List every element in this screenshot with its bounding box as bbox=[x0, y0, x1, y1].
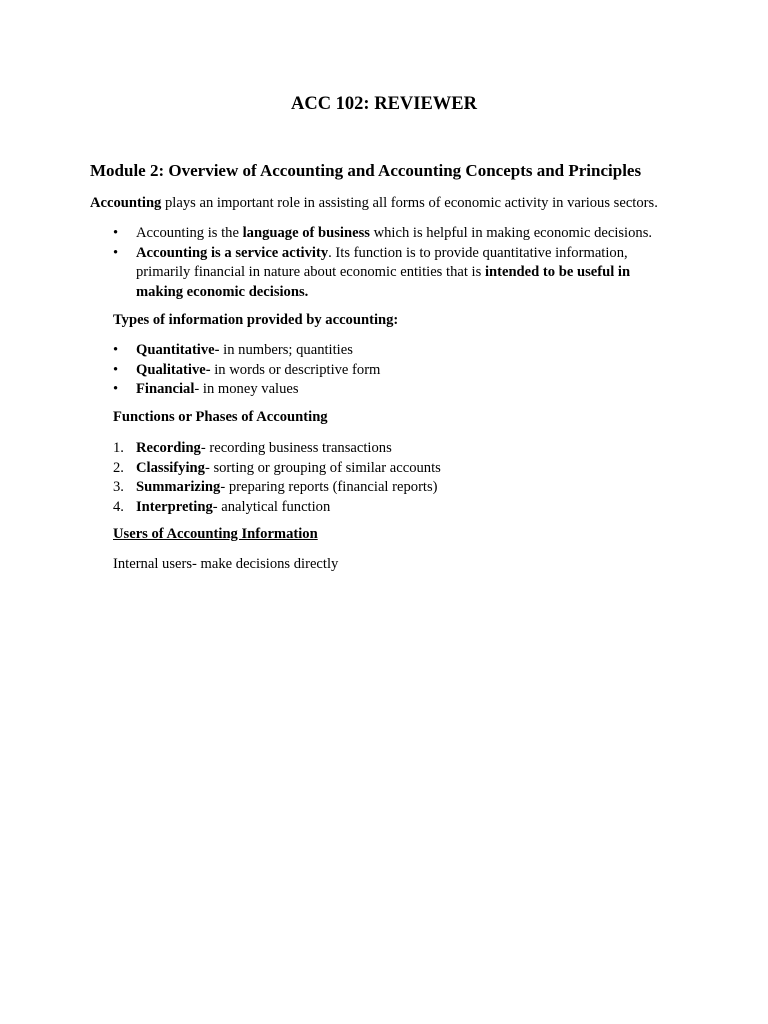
type-term: Qualitative- bbox=[136, 361, 211, 378]
bullet-bold-text: Accounting is a service activity bbox=[136, 244, 329, 261]
intro-bold-term: Accounting bbox=[90, 195, 162, 211]
type-term: Quantitative- bbox=[136, 342, 220, 358]
type-term: Financial bbox=[136, 381, 195, 397]
function-desc: - preparing reports (financial reports) bbox=[220, 479, 438, 495]
list-item bbox=[113, 380, 380, 400]
list-item bbox=[113, 478, 441, 498]
bullet-icon: • bbox=[113, 244, 119, 261]
function-term: Classifying bbox=[136, 459, 205, 476]
list-item bbox=[113, 361, 380, 381]
types-heading: Types of information provided by accounting: bbox=[113, 312, 399, 328]
bullet-icon: • bbox=[113, 361, 119, 378]
function-term: Recording bbox=[136, 440, 201, 456]
function-desc: - analytical function bbox=[212, 498, 331, 515]
type-desc: - in money values bbox=[194, 381, 299, 397]
functions-list bbox=[113, 439, 441, 517]
intro-paragraph bbox=[90, 195, 658, 212]
bullet-icon: • bbox=[113, 342, 119, 358]
functions-heading: Functions or Phases of Accounting bbox=[113, 409, 328, 425]
bullet-text: Accounting is the bbox=[136, 225, 243, 241]
list-item bbox=[113, 459, 441, 479]
bullet-text: . Its function is to provide quantitative information, primarily financial in nature about economic entities that is bbox=[136, 244, 628, 280]
list-number: 4. bbox=[113, 498, 124, 515]
list-item bbox=[113, 439, 441, 459]
intro-bullet-list bbox=[113, 224, 656, 302]
document-title: ACC 102: REVIEWER bbox=[290, 94, 478, 114]
module-heading: Module 2: Overview of Accounting and Accounting Concepts and Principles bbox=[90, 161, 642, 180]
bullet-bold-text: intended to be useful in making economic decisions. bbox=[136, 264, 631, 300]
types-list bbox=[113, 341, 380, 400]
bullet-bold-text: language of business bbox=[242, 225, 370, 241]
type-desc: in words or descriptive form bbox=[210, 361, 381, 378]
users-heading: Users of Accounting Information bbox=[113, 526, 318, 542]
type-desc: in numbers; quantities bbox=[219, 342, 353, 358]
bullet-icon: • bbox=[113, 381, 119, 397]
list-number: 3. bbox=[113, 479, 124, 495]
list-number: 1. bbox=[113, 440, 124, 456]
function-term: Summarizing bbox=[136, 479, 221, 495]
list-number: 2. bbox=[113, 459, 124, 476]
intro-text: plays an important role in assisting all forms of economic activity in various sectors. bbox=[161, 195, 658, 211]
bullet-text: which is helpful in making economic decisions. bbox=[369, 225, 653, 241]
list-item bbox=[113, 244, 656, 303]
list-item bbox=[113, 224, 656, 244]
bullet-icon: • bbox=[113, 225, 119, 241]
function-desc: - recording business transactions bbox=[200, 440, 392, 456]
internal-users-text: Internal users- make decisions directly bbox=[113, 556, 339, 572]
function-term: Interpreting bbox=[136, 498, 213, 515]
list-item bbox=[113, 498, 441, 518]
function-desc: - sorting or grouping of similar accounts bbox=[204, 459, 441, 476]
list-item bbox=[113, 341, 380, 361]
